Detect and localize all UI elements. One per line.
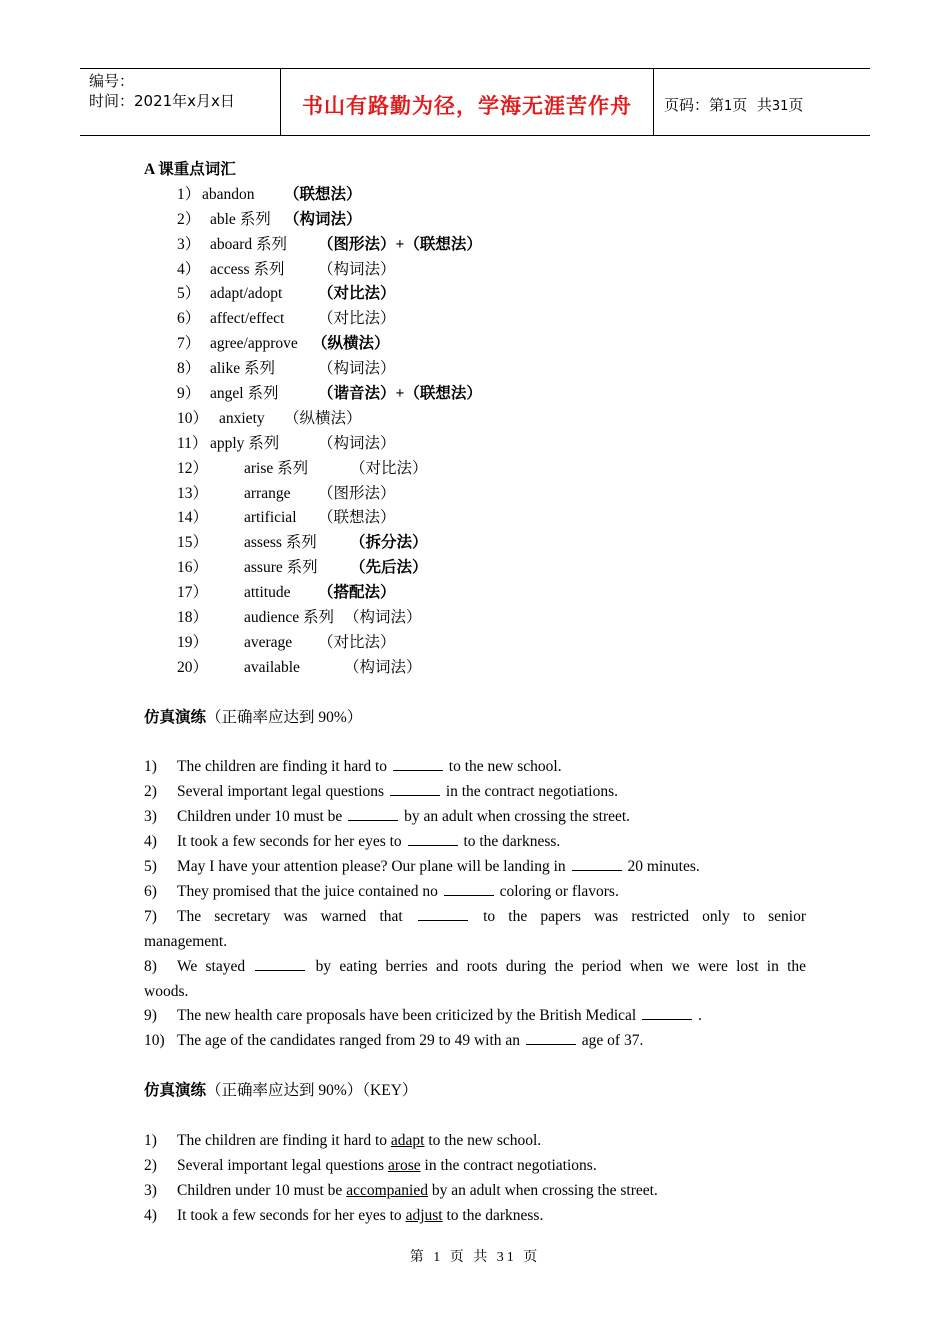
vocab-item-word: alike 系列: [210, 360, 275, 378]
practice-item-before: It took a few seconds for her eyes to: [177, 833, 402, 851]
practice-blank: [408, 831, 458, 846]
footer-suffix: 页: [523, 1250, 541, 1265]
practice-item-text: [144, 1004, 806, 1029]
header-motto: 书山有路勤为径，学海无涯苦作舟: [281, 69, 654, 135]
practice-item: [144, 855, 806, 880]
practice-title: [144, 706, 806, 731]
vocab-item: [144, 631, 806, 656]
vocab-item: [144, 581, 806, 606]
key-item-answer: adjust: [405, 1206, 443, 1224]
vocab-item: [144, 233, 806, 258]
key-title-text: 仿真演练: [144, 1082, 207, 1100]
vocab-item: [144, 382, 806, 407]
vocab-item-number: 2）: [177, 210, 201, 228]
practice-item-before: Children under 10 must be: [177, 808, 343, 826]
header-page-num: 1: [724, 99, 733, 114]
vocab-item: [144, 531, 806, 556]
vocab-item-method: （图形法）+（联想法）: [318, 235, 482, 253]
vocab-item-method: （联想法）: [284, 185, 362, 203]
header-page-suffix: 页: [788, 96, 804, 114]
vocab-item: [144, 208, 806, 233]
practice-item: [144, 1004, 806, 1029]
vocab-item-method: （图形法）: [318, 484, 396, 502]
practice-item-after: to the darkness.: [463, 833, 561, 851]
vocab-item: [144, 332, 806, 357]
key-item-text: [144, 1179, 806, 1204]
key-item-number: 1): [144, 1131, 157, 1149]
footer-prefix: 第: [409, 1250, 427, 1265]
practice-blank: [526, 1030, 576, 1045]
vocab-item-word: affect/effect: [210, 310, 285, 328]
practice-item: [144, 805, 806, 830]
vocab-title: A 课重点词汇: [144, 161, 236, 178]
practice-item-text: [144, 755, 806, 780]
vocab-item-word: agree/approve: [210, 335, 298, 353]
vocab-list: [144, 183, 806, 681]
practice-item-text: [144, 855, 806, 880]
practice-blank: [418, 906, 468, 921]
practice-item-after: by an adult when crossing the street.: [404, 808, 631, 826]
practice-item-before: The new health care proposals have been criticized by the British Medical: [177, 1007, 637, 1025]
header-time-label: 时间：2021年x月x日: [89, 92, 235, 110]
practice-item-number: 6): [144, 882, 157, 900]
practice-list: [144, 755, 806, 1054]
key-item-text: [144, 1154, 806, 1179]
vocab-item-number: 12）: [177, 459, 209, 477]
vocab-item-word: assess 系列: [244, 534, 317, 552]
vocab-item-method: （构词法）: [318, 260, 396, 278]
key-item-after: in the contract negotiations.: [424, 1156, 597, 1174]
vocab-item-method: （构词法）: [318, 360, 396, 378]
practice-item-number: 8): [144, 957, 157, 975]
key-item-number: 4): [144, 1206, 157, 1224]
key-item-text: [144, 1129, 806, 1154]
practice-item-text: [144, 805, 806, 830]
practice-item-after: to the new school.: [448, 758, 562, 776]
vocab-item: [144, 606, 806, 631]
vocab-item-method: （构词法）: [284, 210, 362, 228]
header-page-total: 31: [771, 99, 789, 114]
practice-item-after: to the papers was restricted only to senior: [483, 907, 807, 925]
vocab-item-number: 13）: [177, 484, 209, 502]
vocab-item-method: （谐音法）+（联想法）: [318, 385, 482, 403]
practice-item-after: .: [697, 1007, 702, 1025]
practice-item-before: They promised that the juice contained no: [177, 882, 438, 900]
vocab-item-number: 15）: [177, 534, 209, 552]
key-item-text: [144, 1204, 806, 1229]
practice-item-text: [144, 955, 806, 980]
vocab-item: [144, 357, 806, 382]
practice-item: [144, 780, 806, 805]
practice-item: [144, 880, 806, 905]
practice-item-number: 3): [144, 808, 157, 826]
practice-item: [144, 755, 806, 780]
practice-item-before: May I have your attention please? Our plane will be landing in: [177, 858, 566, 875]
practice-item-text: [144, 780, 806, 805]
vocab-item-word: aboard 系列: [210, 235, 288, 253]
practice-item-number: 5): [144, 858, 157, 875]
vocab-item-word: adapt/adopt: [210, 285, 283, 303]
practice-item-number: 4): [144, 833, 157, 851]
vocab-item: [144, 656, 806, 681]
practice-item-text: [144, 880, 806, 905]
key-item-answer: accompanied: [346, 1181, 428, 1199]
practice-item: [144, 955, 806, 1005]
vocab-item-method: （拆分法）: [350, 534, 428, 552]
practice-item-before: The age of the candidates ranged from 29 to 49 with an: [177, 1032, 521, 1050]
vocab-item-method: （联想法）: [318, 509, 396, 527]
vocab-item-number: 14）: [177, 509, 209, 527]
vocab-item: [144, 307, 806, 332]
header-page-info: [654, 69, 870, 135]
vocab-item-number: 5）: [177, 285, 201, 303]
vocab-item-method: （构词法）: [344, 658, 422, 676]
key-item-answer: adapt: [390, 1131, 425, 1149]
practice-item-number: 2): [144, 783, 157, 801]
key-item-after: to the new school.: [428, 1131, 542, 1149]
key-item: [144, 1129, 806, 1154]
document-body: [144, 158, 806, 1229]
key-item: [144, 1204, 806, 1229]
header-page-prefix: 页码：第: [664, 96, 725, 114]
vocab-item-number: 10）: [177, 409, 209, 427]
vocab-item: [144, 432, 806, 457]
vocab-item-word: abandon: [202, 185, 255, 203]
vocab-item-method: （对比法）: [318, 310, 396, 328]
vocab-item-number: 6）: [177, 310, 201, 328]
vocab-item-number: 19）: [177, 633, 209, 651]
practice-blank: [348, 806, 398, 821]
practice-blank: [255, 956, 305, 971]
practice-blank: [642, 1005, 692, 1020]
vocab-item-word: arrange: [244, 484, 291, 502]
practice-item-text: [144, 1029, 806, 1054]
page-header: [80, 68, 870, 136]
practice-item-tail: management.: [144, 932, 228, 950]
vocab-item: [144, 457, 806, 482]
vocab-item-method: （构词法）: [318, 434, 396, 452]
practice-item-after: 20 minutes.: [627, 858, 700, 875]
vocab-item-method: （纵横法）: [312, 335, 390, 353]
vocab-item-word: anxiety: [219, 409, 265, 427]
practice-item-before: The secretary was warned that: [177, 907, 403, 925]
vocab-item-word: able 系列: [210, 210, 271, 228]
key-item-before: The children are finding it hard to: [177, 1131, 388, 1149]
vocab-item-number: 1）: [177, 185, 201, 203]
practice-item-number: 1): [144, 758, 157, 776]
practice-title-text: 仿真演练: [144, 708, 207, 726]
vocab-item-method: （对比法）: [318, 633, 396, 651]
practice-item: [144, 830, 806, 855]
practice-item-number: 9): [144, 1007, 157, 1025]
footer-num: 1: [433, 1250, 444, 1265]
vocab-item-word: attitude: [244, 584, 291, 602]
vocab-item-number: 3）: [177, 235, 201, 253]
vocab-item-word: available: [244, 658, 300, 676]
key-item-before: Children under 10 must be: [177, 1181, 343, 1199]
vocab-item-method: （对比法）: [350, 459, 428, 477]
vocab-item-word: angel 系列: [210, 385, 279, 403]
practice-item-number: 10): [144, 1032, 165, 1050]
vocab-item: [144, 258, 806, 283]
practice-item-after: age of 37.: [581, 1032, 644, 1050]
header-meta: [80, 69, 281, 135]
vocab-item-number: 7）: [177, 335, 201, 353]
practice-item-before: The children are finding it hard to: [177, 758, 388, 776]
practice-item: [144, 1029, 806, 1054]
practice-item-after: in the contract negotiations.: [445, 783, 618, 801]
practice-item-text: [144, 830, 806, 855]
vocab-item-number: 9）: [177, 385, 201, 403]
key-item-number: 3): [144, 1181, 157, 1199]
practice-item-tail: woods.: [144, 982, 189, 1000]
vocab-item-number: 20）: [177, 658, 209, 676]
practice-item-after: coloring or flavors.: [499, 882, 619, 900]
vocab-item-number: 16）: [177, 559, 209, 577]
vocab-item-word: average: [244, 633, 293, 651]
practice-blank: [390, 781, 440, 796]
practice-blank: [393, 756, 443, 771]
vocab-item-method: （搭配法）: [318, 584, 396, 602]
key-list: [144, 1129, 806, 1229]
practice-item-before: We stayed: [177, 957, 246, 975]
vocab-item-word: audience 系列: [244, 609, 334, 627]
vocab-item-word: apply 系列: [210, 434, 280, 452]
vocab-item-method: （纵横法）: [284, 409, 362, 427]
vocab-item-word: access 系列: [210, 260, 285, 278]
vocab-item-number: 17）: [177, 584, 209, 602]
practice-blank: [444, 881, 494, 896]
practice-blank: [572, 856, 622, 871]
vocab-item-method: （对比法）: [318, 285, 396, 303]
practice-item-before: Several important legal questions: [177, 783, 385, 801]
key-title: [144, 1079, 806, 1104]
header-number-label: 编号：: [89, 72, 135, 90]
vocab-item-number: 8）: [177, 360, 201, 378]
footer-total: 31: [496, 1250, 517, 1265]
vocab-item: [144, 506, 806, 531]
vocab-item-number: 11）: [177, 434, 208, 452]
key-item: [144, 1179, 806, 1204]
practice-item-text: [144, 905, 806, 930]
key-item: [144, 1154, 806, 1179]
practice-item-number: 7): [144, 907, 157, 925]
key-item-before: It took a few seconds for her eyes to: [177, 1206, 402, 1224]
practice-title-note: （正确率应达到 90%）: [206, 708, 363, 726]
vocab-item: [144, 556, 806, 581]
vocab-item: [144, 183, 806, 208]
vocab-item-number: 4）: [177, 260, 201, 278]
vocab-item-word: artificial: [244, 509, 297, 527]
key-item-after: to the darkness.: [446, 1206, 544, 1224]
header-page-mid: 页 共: [732, 96, 772, 114]
vocab-item-method: （构词法）: [344, 609, 422, 627]
key-item-after: by an adult when crossing the street.: [431, 1181, 658, 1199]
vocab-item: [144, 482, 806, 507]
key-item-before: Several important legal questions: [177, 1156, 385, 1174]
page-footer: [0, 1246, 950, 1266]
vocab-item-word: assure 系列: [244, 559, 318, 577]
vocab-item-method: （先后法）: [350, 559, 428, 577]
footer-mid: 页 共: [449, 1250, 491, 1265]
vocab-item-word: arise 系列: [244, 459, 309, 477]
key-item-number: 2): [144, 1156, 157, 1174]
vocab-item: [144, 282, 806, 307]
vocab-item: [144, 407, 806, 432]
practice-item-after: by eating berries and roots during the period when we were lost in the: [315, 957, 807, 975]
practice-item: [144, 905, 806, 955]
vocab-item-number: 18）: [177, 609, 209, 627]
key-item-answer: arose: [387, 1156, 421, 1174]
key-title-note: （正确率应达到 90%）（KEY）: [206, 1082, 418, 1100]
